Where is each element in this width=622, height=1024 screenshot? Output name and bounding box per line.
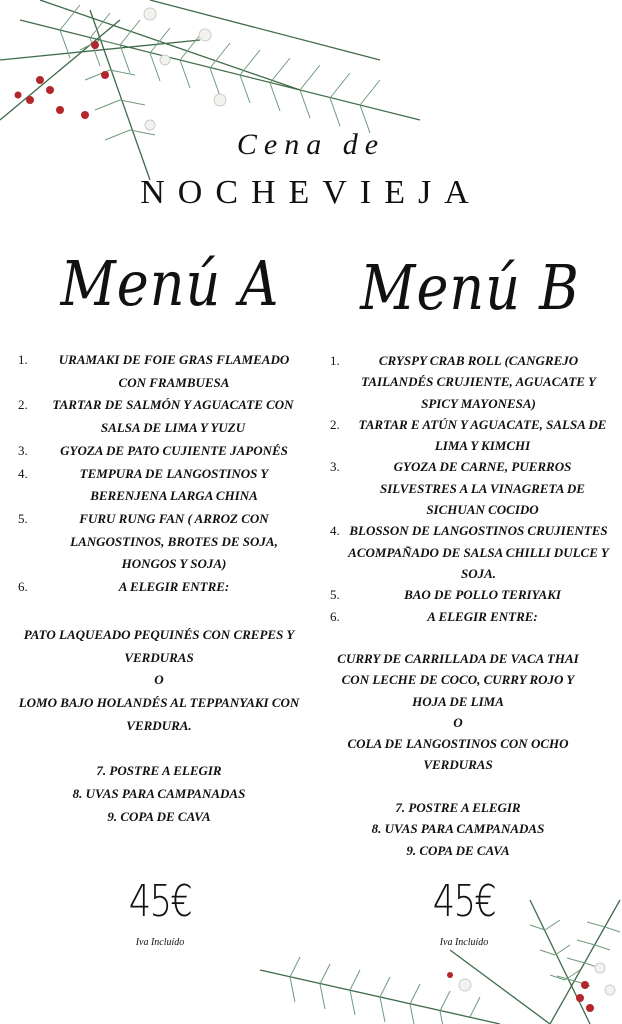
menu-item xyxy=(330,456,615,520)
item-number: 6. xyxy=(330,608,340,624)
choice-1: PATO LAQUEADO PEQUINÉS CON CREPES Y VERDURAS xyxy=(23,627,295,665)
extra-grapes: 8. UVAS PARA CAMPANADAS xyxy=(371,821,545,837)
item-number: 1. xyxy=(330,353,340,368)
menu-b-items xyxy=(330,350,615,627)
menu-b-price: 45€ xyxy=(432,876,496,927)
item-text: FURU RUNG FAN ( ARROZ CON LANGOSTINOS, BROTES DE SOJA, HONGOS Y SOJA) xyxy=(70,510,278,572)
item-number: 4. xyxy=(330,523,340,539)
menu-a-price: 45€ xyxy=(128,876,192,927)
menu-b-vat-note: Iva Incluído xyxy=(439,937,489,948)
item-text: TARTAR E ATÚN Y AGUACATE, SALSA DE LIMA Y KIMCHI xyxy=(358,416,607,454)
item-text: BLOSSON DE LANGOSTINOS CRUJIENTES ACOMPAÑADO DE SALSA CHILLI DULCE Y SOJA. xyxy=(348,523,609,581)
item-number: 6. xyxy=(18,579,28,595)
choice-2: COLA DE LANGOSTINOS CON OCHO VERDURAS xyxy=(347,736,569,773)
item-text: BAO DE POLLO TERIYAKI xyxy=(404,587,561,603)
item-text: GYOZA DE PATO CUJIENTE JAPONÉS xyxy=(60,442,288,458)
menu-item xyxy=(18,440,308,463)
menu-b-title: Menú B xyxy=(360,251,580,324)
menu-item xyxy=(18,508,308,576)
menu-a-choices xyxy=(5,624,313,828)
extra-dessert: 7. POSTRE A ELEGIR xyxy=(96,763,222,779)
item-number: 2. xyxy=(330,416,340,432)
item-text: CRYSPY CRAB ROLL (CANGREJO TAILANDÉS CRUJIENTE, AGUACATE Y SPICY MAYONESA) xyxy=(361,353,596,411)
item-text: A ELEGIR ENTRE: xyxy=(118,579,230,595)
choice-1: CURRY DE CARRILLADA DE VACA THAI CON LECHE DE COCO, CURRY ROJO Y HOJA DE LIMA xyxy=(337,651,579,709)
item-text: GYOZA DE CARNE, PUERROS SILVESTRES A LA VINAGRETA DE SICHUAN COCIDO xyxy=(380,459,585,518)
item-number: 3. xyxy=(18,442,28,458)
choice-2: LOMO BAJO HOLANDÉS AL TEPPANYAKI CON VERDURA. xyxy=(18,695,300,733)
menu-item xyxy=(18,463,308,508)
item-number: 4. xyxy=(18,465,28,481)
extra-cava: 9. COPA DE CAVA xyxy=(406,842,510,858)
item-number: 2. xyxy=(18,397,28,413)
title-nochevieja: NOCHEVIEJA xyxy=(140,174,482,211)
item-number: 5. xyxy=(18,510,28,526)
menu-item xyxy=(330,350,615,414)
menu-item xyxy=(18,394,308,439)
menu-b-choices xyxy=(326,648,590,861)
item-text: TARTAR DE SALMÓN Y AGUACATE CON SALSA DE LIMA Y YUZU xyxy=(52,397,294,436)
item-text: A ELEGIR ENTRE: xyxy=(427,608,538,624)
menu-item xyxy=(18,576,308,599)
item-number: 1. xyxy=(18,352,28,367)
menu-a-items xyxy=(18,349,308,599)
choice-or: O xyxy=(154,672,164,688)
extra-grapes: 8. UVAS PARA CAMPANADAS xyxy=(72,785,246,801)
menu-a-vat-note: Iva Incluído xyxy=(135,937,185,948)
menu-item xyxy=(330,414,615,457)
menu-a-title: Menú A xyxy=(60,247,280,320)
item-number: 3. xyxy=(330,459,340,475)
item-number: 5. xyxy=(330,587,340,603)
extra-dessert: 7. POSTRE A ELEGIR xyxy=(395,800,521,816)
menu-item xyxy=(330,520,615,584)
choice-or: O xyxy=(453,714,463,730)
menu-item xyxy=(330,606,615,627)
title-cena-de: Cena de xyxy=(236,128,386,161)
extra-cava: 9. COPA DE CAVA xyxy=(107,808,211,824)
item-text: TEMPURA DE LANGOSTINOS Y BERENJENA LARGA CHINA xyxy=(79,465,269,504)
menu-item xyxy=(330,584,615,605)
item-text: URAMAKI DE FOIE GRAS FLAMEADO CON FRAMBUESA xyxy=(58,352,290,390)
menu-item xyxy=(18,349,308,394)
